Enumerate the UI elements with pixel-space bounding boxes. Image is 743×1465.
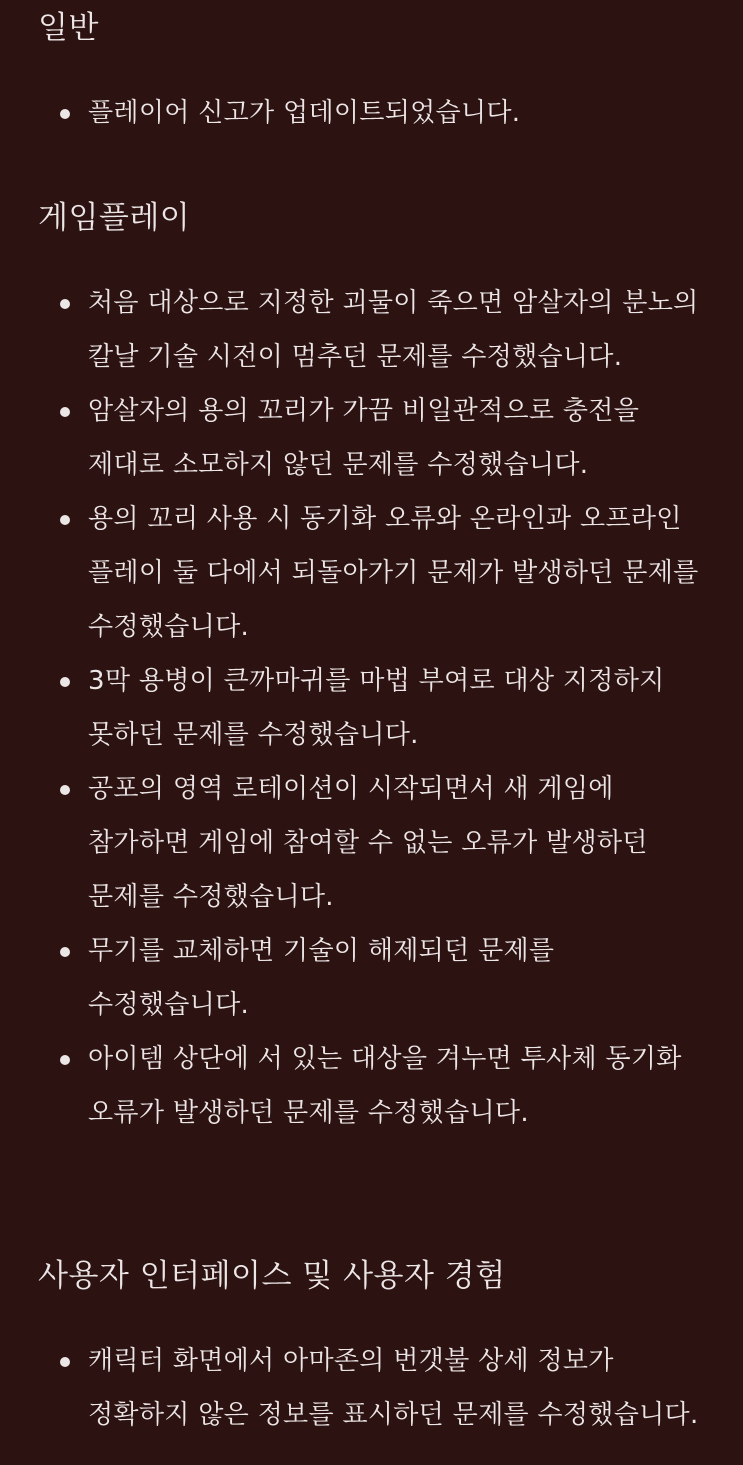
- list-item-text: 무기를 교체하면 기술이 해제되던 문제를 수정했습니다.: [88, 936, 555, 1020]
- list-item-text: 아이템 상단에 서 있는 대상을 겨누면 투사체 동기화 오류가 발생하던 문제를 수정했습니다.: [88, 1044, 682, 1128]
- list-item-text: 처음 대상으로 지정한 괴물이 죽으면 암살자의 분노의 칼날 기술 시전이 멈추던 문제를 수정했습니다.: [88, 288, 699, 372]
- bullet-icon: [60, 1357, 70, 1367]
- list-item: [38, 492, 743, 654]
- list-item: [38, 924, 743, 1032]
- bullet-icon: [60, 407, 70, 417]
- bullet-icon: [60, 1055, 70, 1065]
- section-title-general: 일반: [38, 10, 99, 46]
- gameplay-list: [38, 276, 743, 1140]
- bullet-icon: [60, 299, 70, 309]
- list-item-text: 암살자의 용의 꼬리가 가끔 비일관적으로 충전을 제대로 소모하지 않던 문제를 수정했습니다.: [88, 396, 640, 480]
- list-item-text: 3막 용병이 큰까마귀를 마법 부여로 대상 지정하지 못하던 문제를 수정했습니다.: [88, 666, 665, 750]
- list-item: [38, 1032, 743, 1140]
- list-item-text: 캐릭터 화면에서 아마존의 번갯불 상세 정보가 정확하지 않은 정보를 표시하던 문제를 수정했습니다.: [88, 1346, 699, 1430]
- list-item-text: 용의 꼬리 사용 시 동기화 오류와 온라인과 오프라인 플레이 둘 다에서 되돌아가기 문제가 발생하던 문제를 수정했습니다.: [88, 504, 699, 642]
- ui-ux-list: [38, 1334, 743, 1442]
- list-item-text: 공포의 영역 로테이션이 시작되면서 새 게임에 참가하면 게임에 참여할 수 없는 오류가 발생하던 문제를 수정했습니다.: [88, 774, 648, 912]
- bullet-icon: [60, 785, 70, 795]
- bullet-icon: [60, 947, 70, 957]
- section-title-gameplay: 게임플레이: [38, 200, 191, 236]
- list-item: [38, 1334, 743, 1442]
- list-item: [38, 762, 743, 924]
- list-item-text: 플레이어 신고가 업데이트되었습니다.: [88, 98, 521, 128]
- bullet-icon: [60, 109, 70, 119]
- list-item: [38, 654, 743, 762]
- general-list: [38, 86, 743, 140]
- bullet-icon: [60, 515, 70, 525]
- list-item: [38, 276, 743, 384]
- bullet-icon: [60, 677, 70, 687]
- section-title-ui-ux: 사용자 인터페이스 및 사용자 경험: [38, 1258, 506, 1294]
- list-item: [38, 86, 743, 140]
- list-item: [38, 384, 743, 492]
